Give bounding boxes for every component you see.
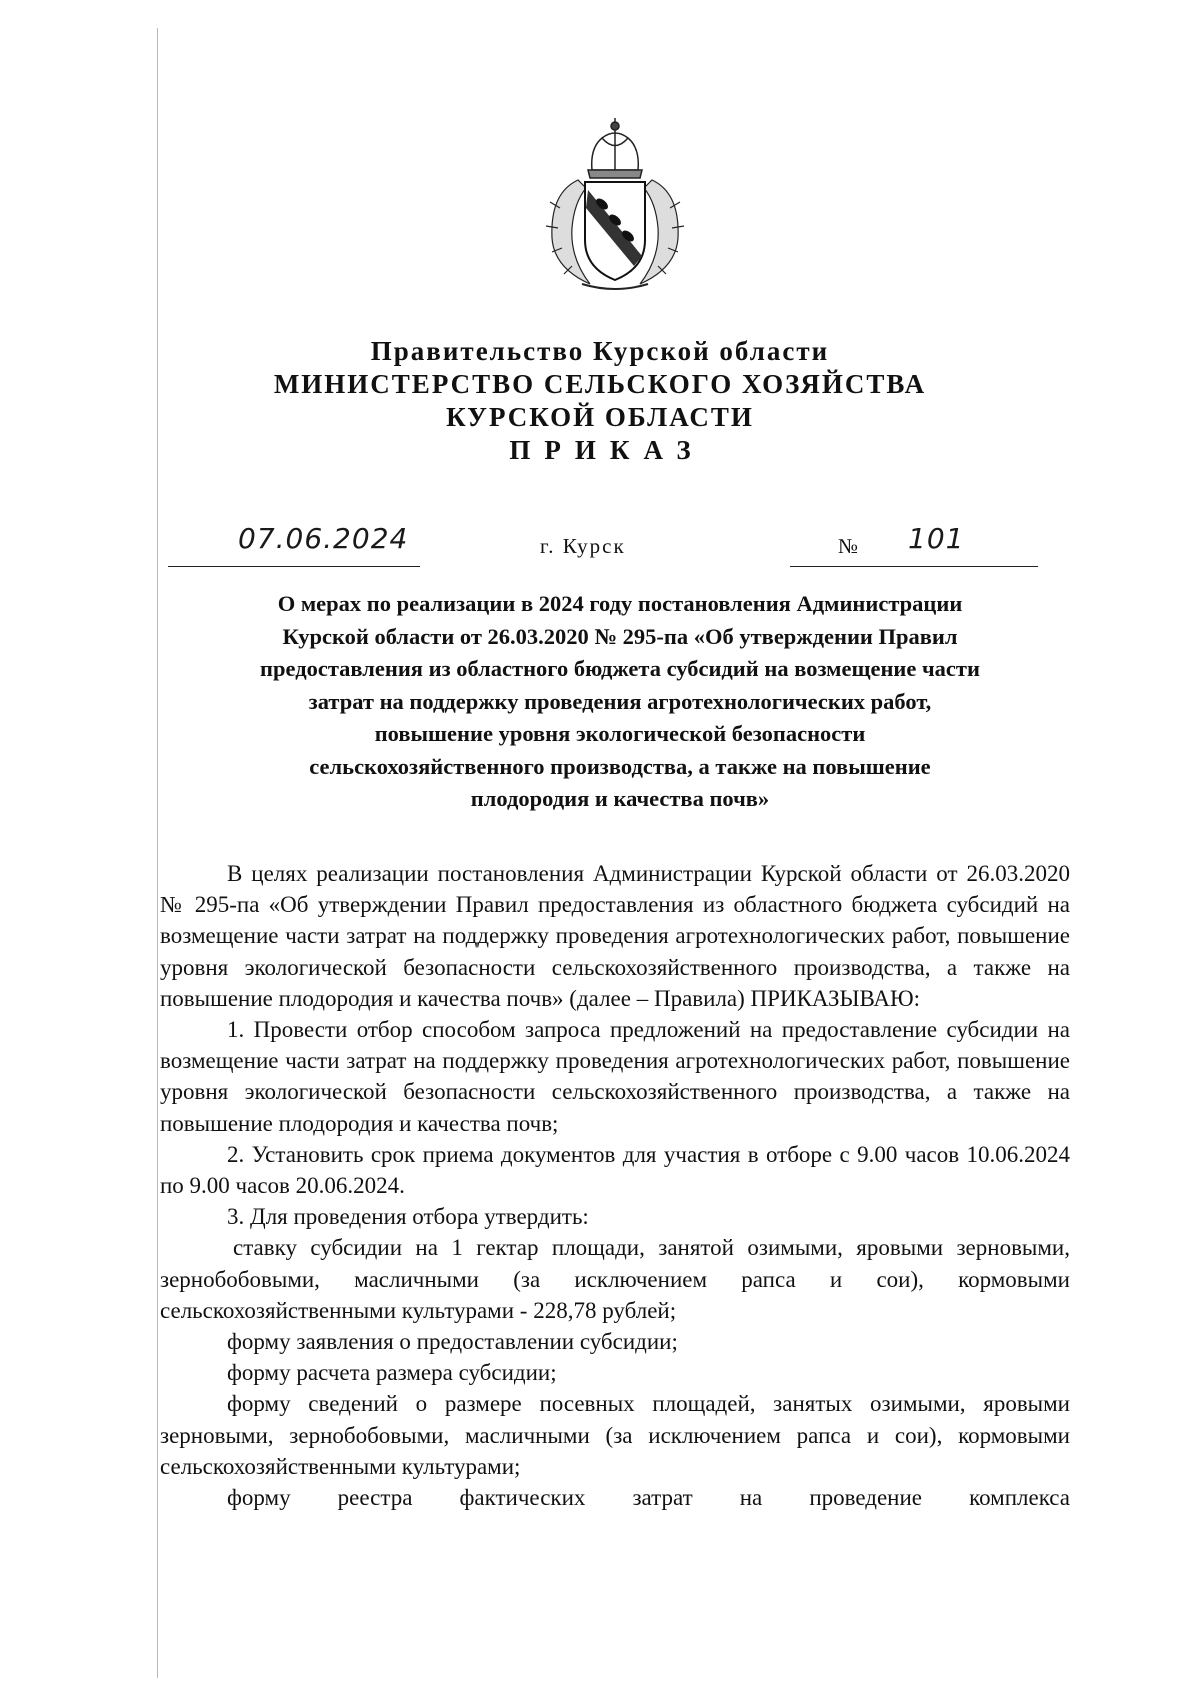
title-line: Курской области от 26.03.2020 № 295-па «Об утверждении Правил (282, 623, 958, 649)
title-line: сельскохозяйственного производства, а также на повышение (309, 753, 931, 779)
order-number: 101 (908, 522, 965, 555)
date-field (168, 522, 420, 567)
ministry-name-line2: КУРСКОЙ ОБЛАСТИ (446, 402, 754, 432)
item-3-form-paragraph: форму расчета размера субсидии; (227, 1360, 557, 1386)
item-3-rate-paragraph: ставку субсидии на 1 гектар площади, занятой озимыми, яровыми зерновыми, зернобобовыми, масличными (за исключением рапса и сои), кормовыми сельскохозяйственными культурами - 228,78 рублей; (160, 1235, 1070, 1323)
document-type: ПРИКАЗ (509, 435, 705, 465)
title-line: плодородия и качества почв» (470, 786, 770, 811)
order-date: 07.06.2024 (238, 522, 409, 555)
city: г. Курск (540, 534, 626, 558)
scan-edge-line (157, 28, 158, 1678)
order-details-line (0, 522, 1200, 570)
coat-of-arms-emblem (530, 118, 700, 293)
item-3-paragraph: 3. Для проведения отбора утвердить: (227, 1204, 589, 1230)
preamble-paragraph: В целях реализации постановления Администрации Курской области от 26.03.2020 № 295-па «Об утверждении Правил предоставления из областного бюджета субсидий на возмещение части затрат на поддержку проведения агротехнологических работ, повышение уровня экологической безопасности сельскохозяйственного производства, а также на повышение плодородия и качества почв» (далее – Правила) ПРИКАЗЫВАЮ: (160, 861, 1070, 1011)
item-2-paragraph: 2. Установить срок приема документов для участия в отборе с 9.00 часов 10.06.2024 по 9.00 часов 20.06.2024. (160, 1141, 1070, 1199)
document-title (160, 588, 1080, 816)
ministry-name-line1: МИНИСТЕРСТВО СЕЛЬСКОГО ХОЗЯЙСТВА (273, 369, 927, 399)
item-3-form-paragraph: форму реестра фактических затрат на проведение комплекса (227, 1485, 1070, 1511)
title-line: О мерах по реализации в 2024 году постановления Администрации (277, 591, 963, 616)
item-3-form-paragraph: форму заявления о предоставлении субсидии; (227, 1329, 678, 1355)
government-name: Правительство Курской области (370, 336, 830, 366)
title-line: предоставления из областного бюджета субсидий на возмещение части (260, 656, 980, 681)
item-1-paragraph: 1. Провести отбор способом запроса предложений на предоставление субсидии на возмещение части затрат на поддержку проведения агротехнологических работ, повышение уровня экологической безопасности сельскохозяйственного производства, а также на повышение плодородия и качества почв; (160, 1017, 1070, 1136)
document-body (160, 858, 1070, 1513)
number-field (790, 522, 1038, 567)
title-line: затрат на поддержку проведения агротехнологических работ, (308, 688, 932, 714)
document-header (0, 335, 1200, 467)
number-sign: № (838, 534, 859, 558)
item-3-form-paragraph: форму сведений о размере посевных площадей, занятых озимыми, яровыми зерновыми, зернобобовыми, масличными (за исключением рапса и сои), кормовыми сельскохозяйственными культурами; (160, 1391, 1070, 1479)
title-line: повышение уровня экологической безопасности (374, 721, 866, 746)
